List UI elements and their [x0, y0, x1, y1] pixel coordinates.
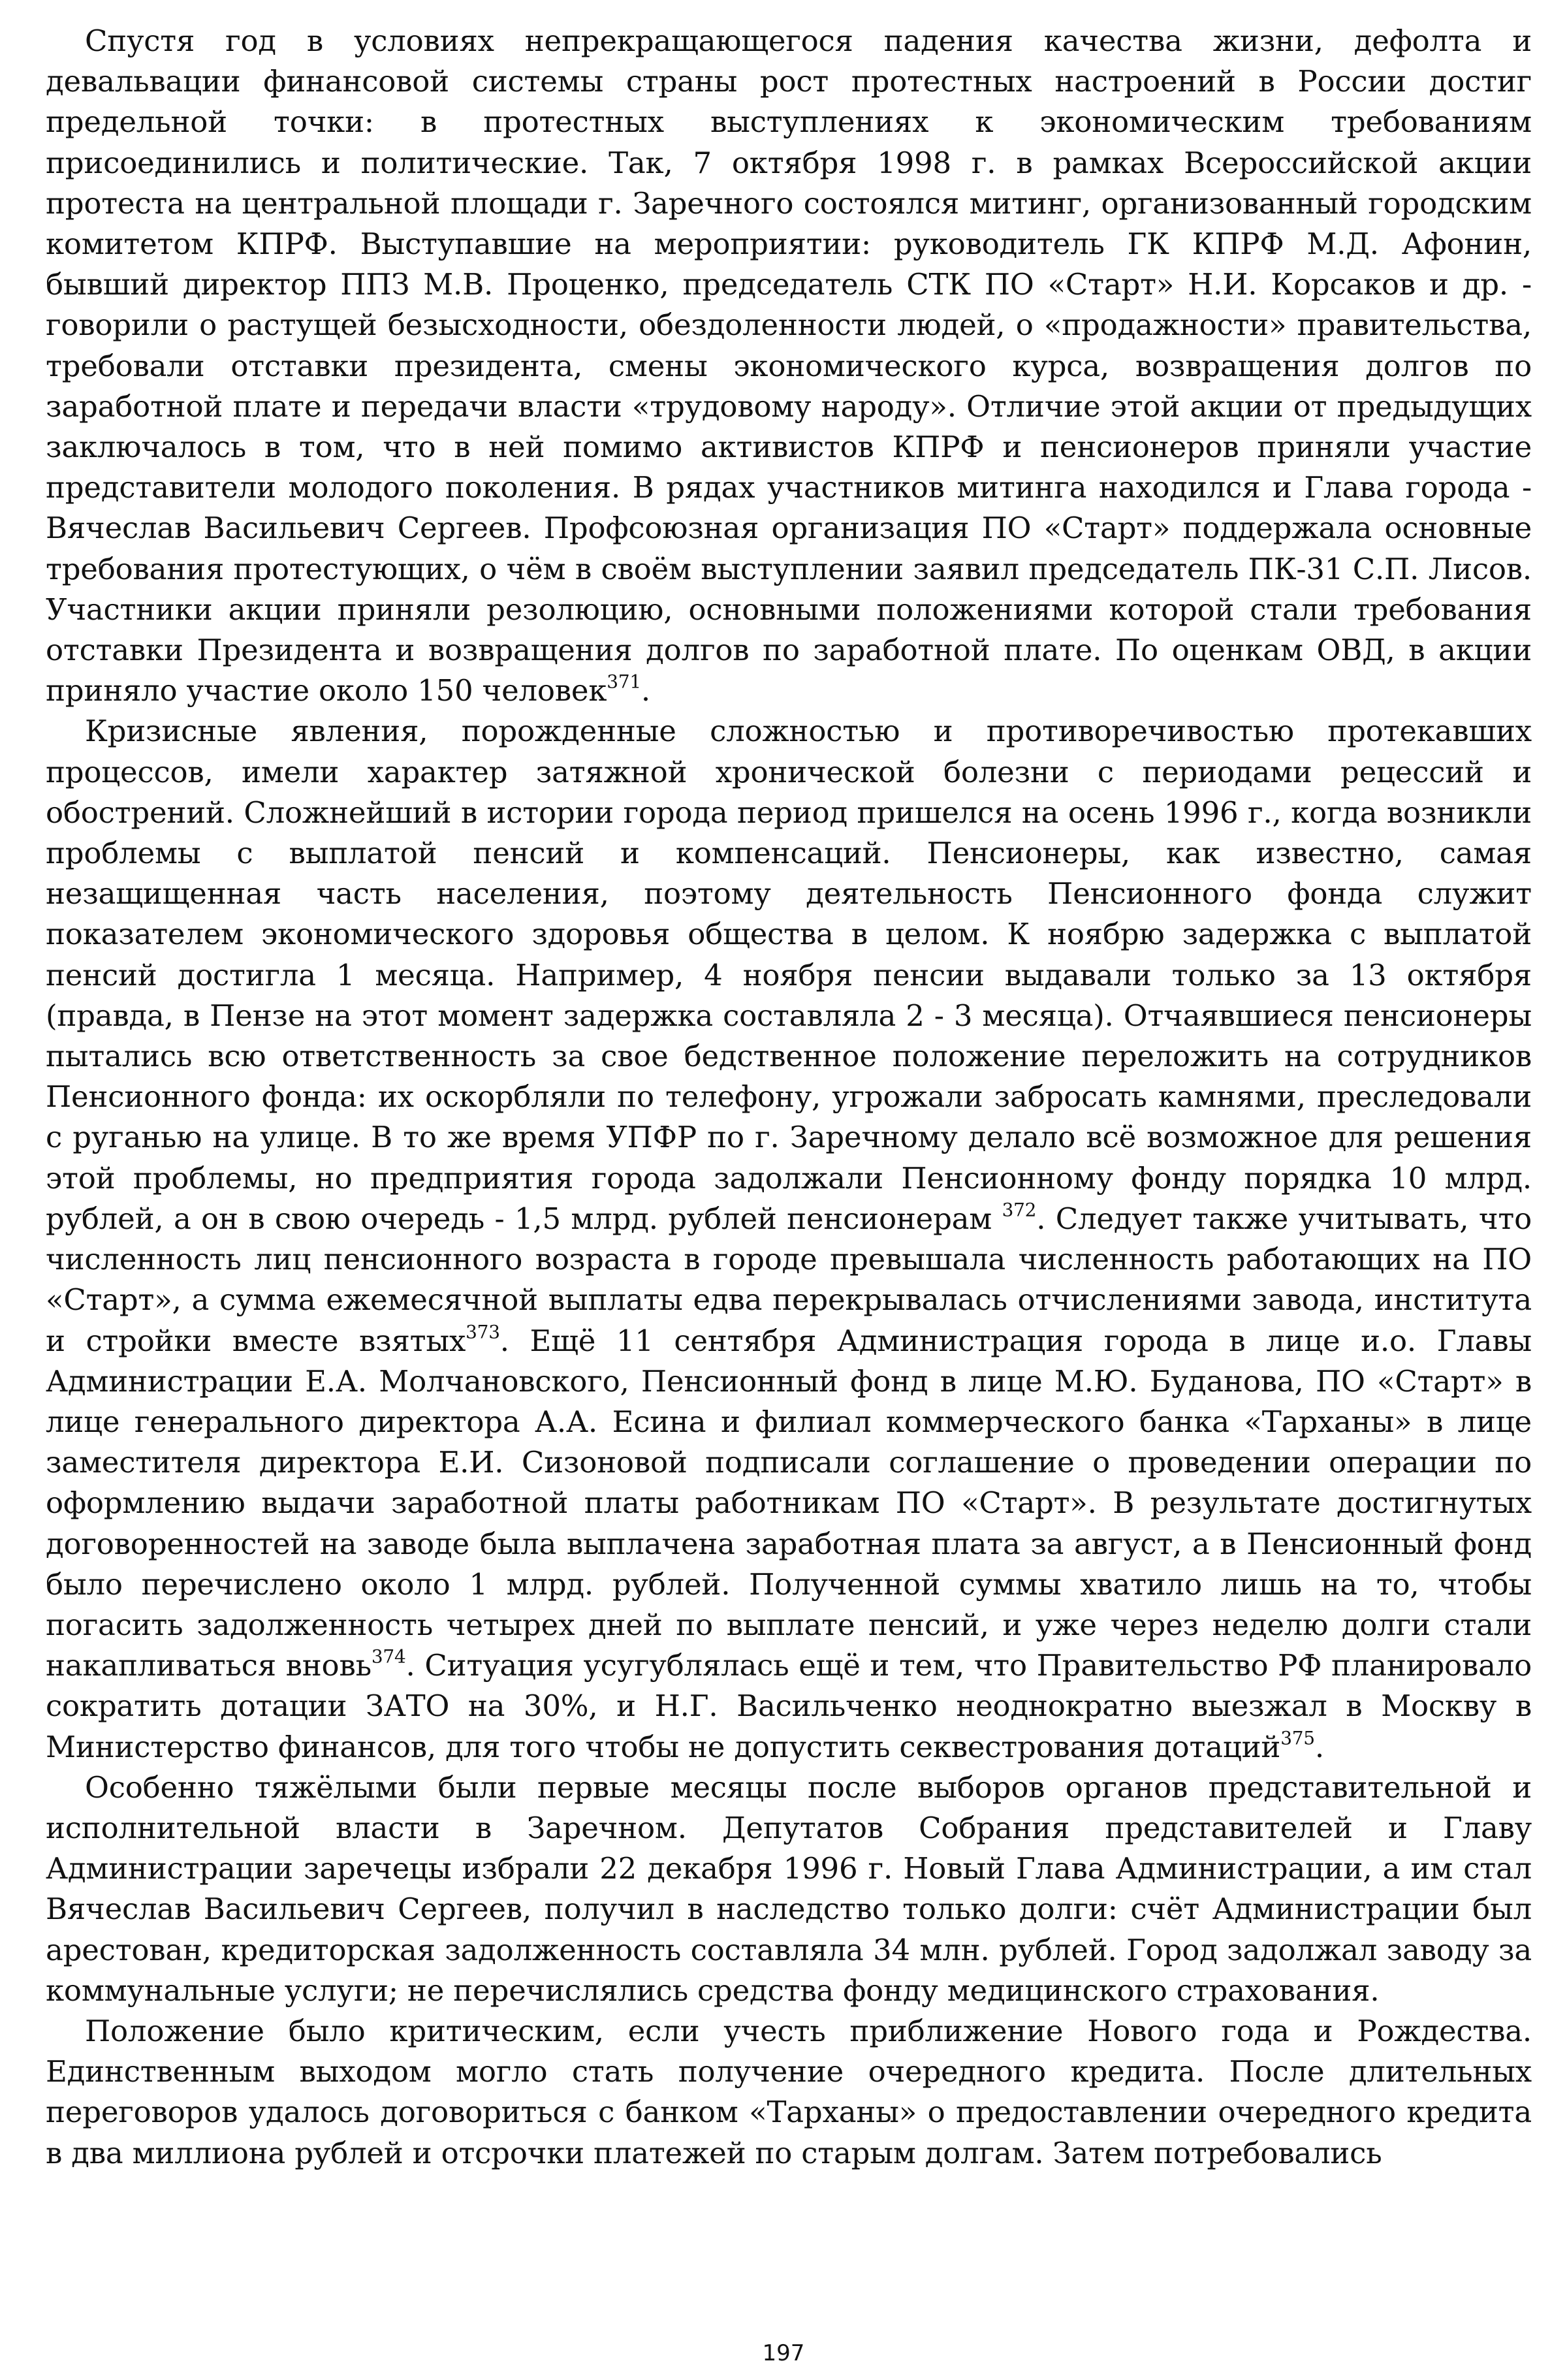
footnote-ref: 375 — [1280, 1727, 1315, 1749]
footnote-ref: 374 — [371, 1645, 406, 1668]
footnote-ref: 372 — [1002, 1199, 1037, 1221]
text-run: . Ещё 11 сентября Администрация города в лице и.о. Главы Администрации Е.А. Молчановского, Пенсионный фонд в лице М.Ю. Буданова, ПО «Старт» в лице генерального директора А.А. Есина и филиал коммерческого банка «Тарханы» в лице заместителя директора Е.И. Сизоновой подписали соглашение о проведении операции по оформлению выдачи заработной платы работникам ПО «Старт». В результате достигнутых договоренностей на заводе была выплачена заработная плата за август, а в Пенсионный фонд было перечислено около 1 млрд. рублей. Полученной суммы хватило лишь на то, чтобы погасить задолженность четырех дней по выплате пенсий, и уже через неделю долги стали накапливаться вновь — [46, 1323, 1532, 1683]
footnote-ref: 373 — [466, 1320, 500, 1342]
text-run: Спустя год в условиях непрекращающегося падения качества жизни, дефолта и девальвации финансовой системы страны рост протестных настроений в России достиг предельной точки: в протестных выступлениях к экономическим требованиям присоединились и политические. Так, 7 октября 1998 г. в рамках Всероссийской акции протеста на центральной площади г. Заречного состоялся митинг, организованный городским комитетом КПРФ. Выступавшие на мероприятии: руководитель ГК КПРФ М.Д. Афонин, бывший директор ППЗ М.В. Проценко, председатель СТК ПО «Старт» Н.И. Корсаков и др. - говорили о растущей безысходности, обездоленности людей, о «продажности» правительства, требовали отставки президента, смены экономического курса, возвращения долгов по заработной плате и передачи власти «трудовому народу». Отличие этой акции от предыдущих заключалось в том, что в ней помимо активистов КПРФ и пенсионеров приняли участие представители молодого поколения. В рядах участников митинга находился и Глава города - Вячеслав Васильевич Сергеев. Профсоюзная организация ПО «Старт» поддержала основные требования протестующих, о чём в своём выступлении заявил председатель ПК-31 С.П. Лисов. Участники акции приняли резолюцию, основными положениями которой стали требования отставки Президента и возвращения долгов по заработной плате. По оценкам ОВД, в акции приняло участие около 150 человек — [46, 24, 1532, 708]
text-run: Положение было критическим, если учесть приближение Нового года и Рождества. Единственным выходом могло стать получение очередного кредита. После длительных переговоров удалось договориться с банком «Тарханы» о предоставлении очередного кредита в два миллиона рублей и отсрочки платежей по старым долгам. Затем потребовались — [46, 2013, 1532, 2170]
body-text — [46, 21, 1532, 2174]
text-run: . Ситуация усугублялась ещё и тем, что Правительство РФ планировало сократить дотации ЗАТО на 30%, и Н.Г. Васильченко неоднократно выезжал в Москву в Министерство финансов, для того чтобы не допустить секвестрования дотаций — [46, 1648, 1532, 1764]
text-run: . Следует также учитывать, что численность лиц пенсионного возраста в городе превышала численность работающих на ПО «Старт», а сумма ежемесячной выплаты едва перекрывалась отчислениями завода, института и стройки вместе взятых — [46, 1201, 1532, 1358]
footnote-ref: 371 — [607, 671, 641, 693]
text-run: Особенно тяжёлыми были первые месяцы после выборов органов представительной и исполнительной власти в Заречном. Депутатов Собрания представителей и Главу Администрации заречецы избрали 22 декабря 1996 г. Новый Глава Администрации, а им стал Вячеслав Васильевич Сергеев, получил в наследство только долги: счёт Администрации был арестован, кредиторская задолженность составляла 34 млн. рублей. Город задолжал заводу за коммунальные услуги; не перечислялись средства фонду медицинского страхования. — [46, 1769, 1532, 2008]
text-run: . — [1314, 1729, 1324, 1764]
page-number: 197 — [762, 2340, 805, 2366]
paragraph — [46, 2011, 1532, 2174]
paragraph — [46, 1768, 1532, 2011]
text-run: . — [641, 673, 651, 708]
text-run: Кризисные явления, порожденные сложностью и противоречивостью протекавших процессов, имели характер затяжной хронической болезни с периодами рецессий и обострений. Сложнейший в истории города период пришелся на осень 1996 г., когда возникли проблемы с выплатой пенсий и компенсаций. Пенсионеры, как известно, самая незащищенная часть населения, поэтому деятельность Пенсионного фонда служит показателем экономического здоровья общества в целом. К ноябрю задержка с выплатой пенсий достигла 1 месяца. Например, 4 ноября пенсии выдавали только за 13 октября (правда, в Пензе на этот момент задержка составляла 2 - 3 месяца). Отчаявшиеся пенсионеры пытались всю ответственность за свое бедственное положение переложить на сотрудников Пенсионного фонда: их оскорбляли по телефону, угрожали забросать камнями, преследовали с руганью на улице. В то же время УПФР по г. Заречному делало всё возможное для решения этой проблемы, но предприятия города задолжали Пенсионному фонду порядка 10 млрд. рублей, а он в свою очередь - 1,5 млрд. рублей пенсионерам — [46, 714, 1532, 1236]
paragraph — [46, 711, 1532, 1767]
paragraph — [46, 21, 1532, 711]
